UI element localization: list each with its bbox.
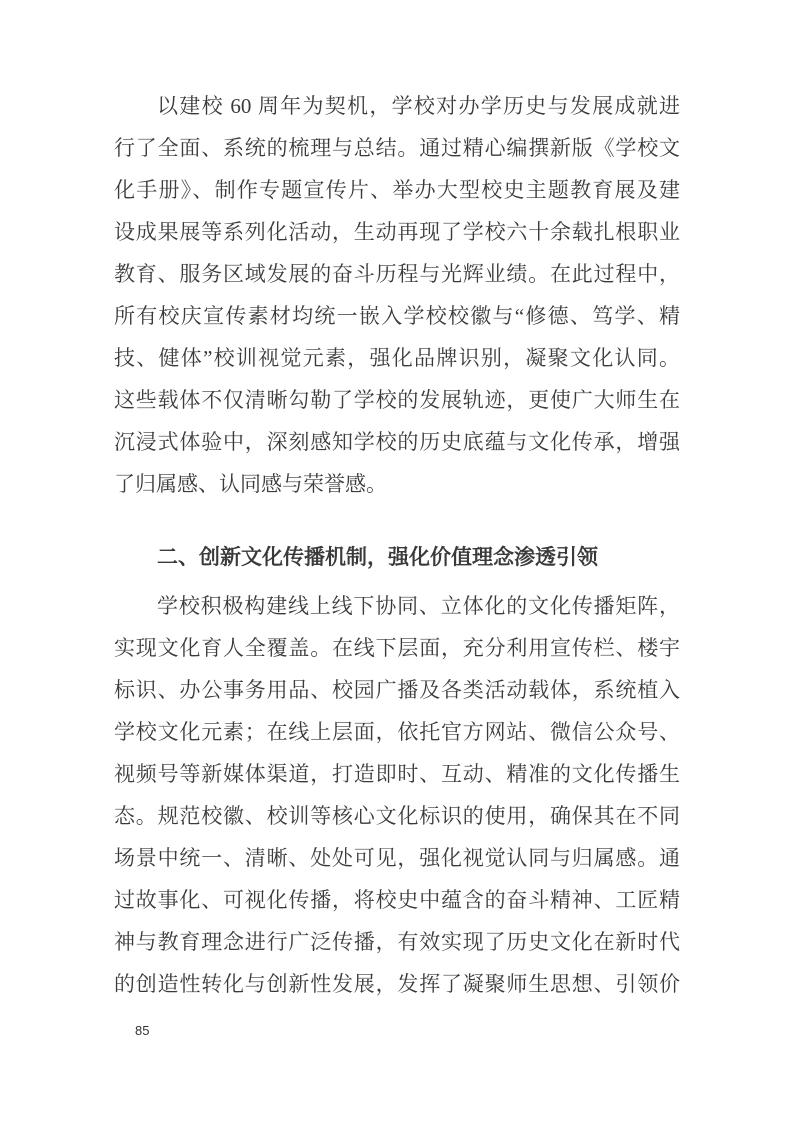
text-line: 了归属感、认同感与荣誉感。 [114,472,387,496]
text-line: 所有校庆宣传素材均统一嵌入学校校徽与“修德、笃学、精 [114,304,680,328]
text-line: 学校文化元素；在线上层面，依托官方网站、微信公众号、 [114,720,680,744]
text-line: 这些载体不仅清晰勾勒了学校的发展轨迹，更使广大师生在 [114,388,680,412]
paragraph-1 [114,85,680,505]
text-line: 过故事化、可视化传播，将校史中蕴含的奋斗精神、工匠精 [114,888,680,912]
text-line: 技、健体”校训视觉元素，强化品牌识别，凝聚文化认同。 [114,346,680,370]
text-line: 视频号等新媒体渠道，打造即时、互动、精准的文化传播生 [114,762,680,786]
text-line: 实现文化育人全覆盖。在线下层面，充分利用宣传栏、楼宇 [114,636,680,660]
text-line: 神与教育理念进行广泛传播，有效实现了历史文化在新时代 [114,930,680,954]
page-number: 85 [135,1023,150,1038]
text-line: 的创造性转化与创新性发展，发挥了凝聚师生思想、引领价 [114,972,680,996]
text-line: 学校积极构建线上线下协同、立体化的文化传播矩阵， [157,594,680,618]
text-line: 沉浸式体验中，深刻感知学校的历史底蕴与文化传承，增强 [114,430,680,454]
text-line: 化手册》、制作专题宣传片、举办大型校史主题教育展及建 [114,178,680,202]
text-line: 设成果展等系列化活动，生动再现了学校六十余载扎根职业 [114,220,680,244]
section-heading: 二、创新文化传播机制，强化价值理念渗透引领 [157,545,598,569]
text-line: 态。规范校徽、校训等核心文化标识的使用，确保其在不同 [114,804,680,828]
text-line: 标识、办公事务用品、校园广播及各类活动载体，系统植入 [114,678,680,702]
text-line: 以建校 60 周年为契机，学校对办学历史与发展成就进 [157,94,680,118]
text-line: 教育、服务区域发展的奋斗历程与光辉业绩。在此过程中， [114,262,680,286]
paragraph-2 [114,585,680,1005]
text-line: 场景中统一、清晰、处处可见，强化视觉认同与归属感。通 [114,846,680,870]
text-line: 行了全面、系统的梳理与总结。通过精心编撰新版《学校文 [114,136,680,160]
